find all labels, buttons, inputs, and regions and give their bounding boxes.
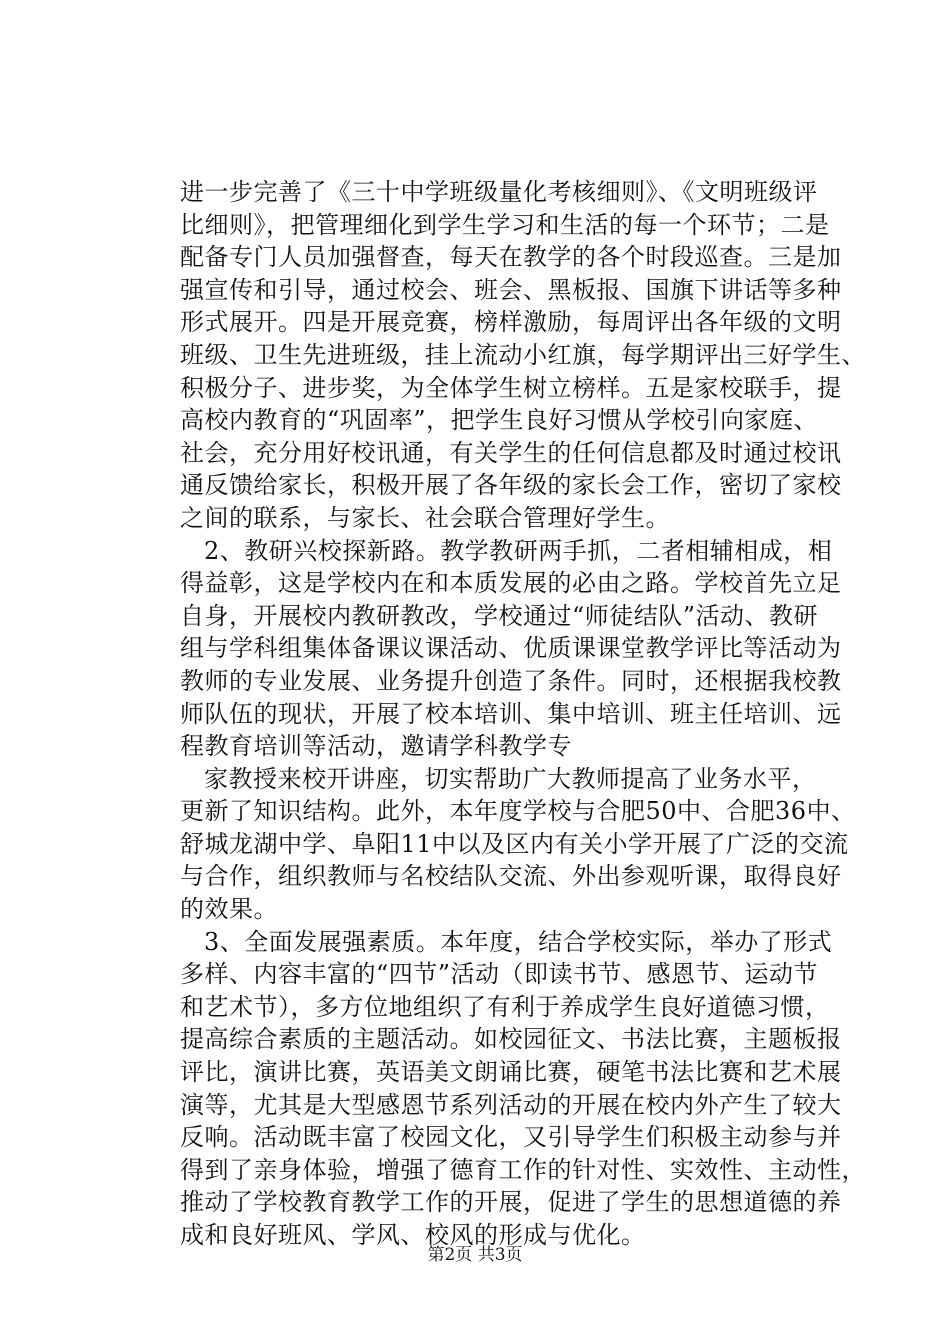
text-line: 反响。活动既丰富了校园文化，又引导学生们积极主动参与并 [180, 1123, 842, 1152]
text-line: 进一步完善了《三十中学班级量化考核细则》、《文明班级评 [180, 178, 818, 206]
text-line: 成和良好班风、学风、校风的形成与优化。 [180, 1221, 646, 1249]
text-line: 形式展开。四是开展竞赛，榜样激励，每周评出各年级的文明 [180, 308, 842, 337]
text-line: 更新了知识结构。此外，本年度学校与合肥50中、合肥36中、 [180, 797, 856, 826]
text-line: 演等，尤其是大型感恩节系列活动的开展在校内外产生了较大 [180, 1090, 842, 1119]
text-line: 与合作，组织教师与名校结队交流、外出参观听课，取得良好 [180, 862, 842, 891]
text-line: 配备专门人员加强督查，每天在教学的各个时段巡查。三是加 [180, 243, 842, 272]
text-line: 得益彰，这是学校内在和本质发展的必由之路。学校首先立足 [180, 569, 842, 598]
text-line: 积极分子、进步奖，为全体学生树立榜样。五是家校联手，提 [180, 373, 842, 402]
text-line: 自身，开展校内教研教改，学校通过“师徒结队”活动、教研 [180, 601, 819, 630]
text-line: 比细则》，把管理细化到学生学习和生活的每一个环节；二是 [180, 210, 830, 239]
paragraph-start-line: 2、教研兴校探新路。教学教研两手抓，二者相辅相成，相 [204, 536, 833, 565]
text-line: 和艺术节），多方位地组织了有利于养成学生良好道德习惯， [180, 992, 830, 1021]
text-line: 之间的联系，与家长、社会联合管理好学生。 [180, 503, 670, 532]
text-line: 师队伍的现状，开展了校本培训、集中培训、班主任培训、远 [180, 699, 842, 728]
text-line: 提高综合素质的主题活动。如校园征文、书法比赛，主题板报 [180, 1025, 842, 1054]
text-line: 评比，演讲比赛，英语美文朗诵比赛，硬笔书法比赛和艺术展 [180, 1058, 842, 1087]
text-line: 程教育培训等活动，邀请学科教学专 [180, 732, 572, 761]
paragraph-start-line: 3、全面发展强素质。本年度，结合学校实际，举办了形式 [204, 927, 833, 956]
text-line: 的效果。 [180, 895, 278, 924]
text-line: 班级、卫生先进班级，挂上流动小红旗，每学期评出三好学生、 [180, 340, 866, 369]
text-line: 组与学科组集体备课议课活动、优质课课堂教学评比等活动为 [180, 634, 842, 663]
paragraph-start-line: 家教授来校开讲座，切实帮助广大教师提高了业务水平， [204, 764, 817, 793]
text-line: 推动了学校教育教学工作的开展，促进了学生的思想道德的养 [180, 1188, 842, 1217]
text-line: 舒城龙湖中学、阜阳11中以及区内有关小学开展了广泛的交流 [180, 829, 849, 858]
document-body [180, 176, 866, 1252]
text-line: 通反馈给家长，积极开展了各年级的家长会工作，密切了家校 [180, 471, 842, 500]
text-line: 社会，充分用好校讯通，有关学生的任何信息都及时通过校讯 [180, 438, 842, 467]
text-line: 高校内教育的“巩固率”，把学生良好习惯从学校引向家庭、 [180, 406, 819, 435]
text-line: 强宣传和引导，通过校会、班会、黑板报、国旗下讲话等多种 [180, 275, 842, 304]
text-line: 得到了亲身体验，增强了德育工作的针对性、实效性、主动性， [180, 1155, 866, 1184]
text-line: 多样、内容丰富的“四节”活动（即读书节、感恩节、运动节 [180, 960, 819, 989]
text-line: 教师的专业发展、业务提升创造了条件。同时，还根据我校教 [180, 666, 842, 695]
page-footer: 第2页 共3页 [427, 1245, 523, 1265]
